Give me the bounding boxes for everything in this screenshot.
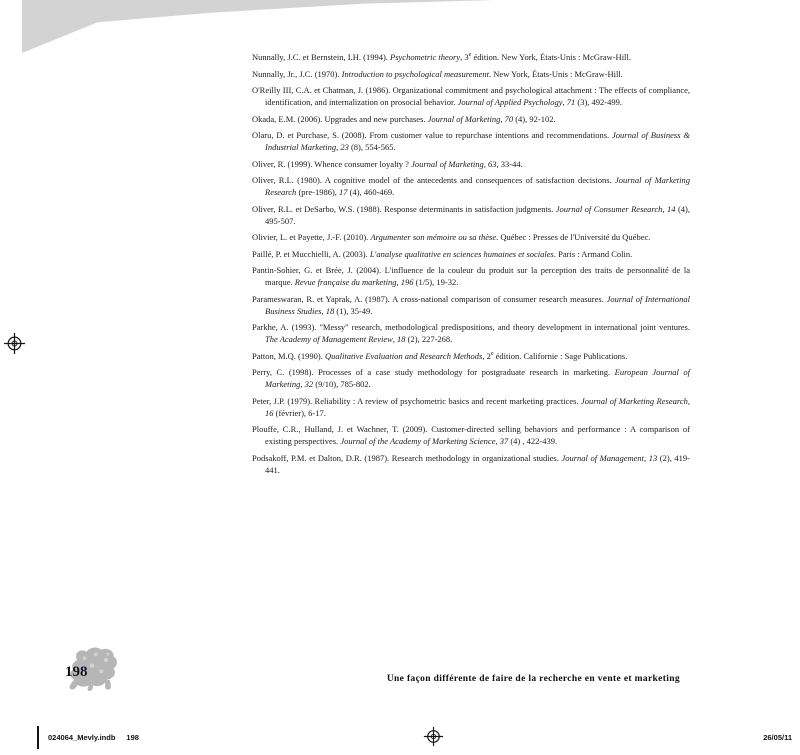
registration-mark-icon [423,726,444,747]
imprint-page-number: 198 [126,733,139,742]
reference-entry: Okada, E.M. (2006). Upgrades and new purchases. Journal of Marketing, 70 (4), 92-102. [252,113,556,124]
reference-entry: Oliver, R.L. et DeSarbo, W.S. (1988). Response determinants in satisfaction judgments. Journal of Consumer Research, 14 (4), 495-507. [252,203,691,226]
reference-entry: Nunnally, Jr., J.C. (1970). Introduction to psychological measurement. New York, États-Unis : McGraw-Hill. [252,68,623,79]
imprint-line [48,733,139,742]
reference-entry: Nunnally, J.C. et Bernstein, I.H. (1994). Psychometric theory, 3e édition. New York, États-Unis : McGraw-Hill. [252,52,631,62]
reference-entry: Olivier, L. et Payette, J.-F. (2010). Argumenter son mémoire ou sa thèse. Québec : Presses de l'Université du Québec. [252,232,651,242]
reference-entry: Parameswaran, R. et Yaprak, A. (1987). A cross-national comparison of consumer research measures. Journal of International Business Studies, 18 (1), 35-49. [252,293,690,316]
footer-running-title: Une façon différente de faire de la recherche en vente et marketing [386,674,680,684]
reference-entry: Oliver, R. (1999). Whence consumer loyalty ? Journal of Marketing, 63, 33-44. [252,158,523,169]
registration-mark-icon [3,332,26,355]
page-number: 198 [65,664,88,680]
imprint-date: 26/05/11 [763,733,792,742]
reference-entry: Perry, C. (1998). Processes of a case study methodology for postgraduate research in marketing. European Journal of Marketing, 32 (9/10), 785-802. [252,367,690,389]
reference-entry: Parkhe, A. (1993). "Messy" research, methodological predispositions, and theory development in international joint ventures. The Academy of Management Review, 18 (2), 227-268. [252,322,690,344]
imprint-filename: 024064_Mevly.indb [48,733,116,742]
reference-entry: O'Reilly III, C.A. et Chatman, J. (1986). Organizational commitment and psychological attachment : The effects of compliance, identification, and internalization on prosocial behavior. Journal of Applied Psychology, 71 (3), 492-499. [252,85,690,107]
reference-entry: Peter, J.P. (1979). Reliability : A review of psychometric basics and recent marketing practices. Journal of Marketing Research, 16 (février), 6-17. [252,395,690,418]
reference-entry: Olaru, D. et Purchase, S. (2008). From customer value to repurchase intentions and recommendations. Journal of Business & Industrial Marketing, 23 (8), 554-565. [252,130,691,152]
page-curl-shadow [22,0,495,53]
reference-entry: Plouffe, C.R., Hulland, J. et Wachner, T. (2009). Customer-directed selling behaviors and performance : A comparison of existing perspectives. Journal of the Academy of Marketing Science, 37 (4) , 422-439. [252,424,690,446]
reference-entry: Pantin-Sohier, G. et Brée, J. (2004). L'influence de la couleur du produit sur la perception des traits de personnalité de la marque. Revue française du marketing, 196 (1/5), 19-32. [252,265,690,287]
reference-entry: Oliver, R.L. (1980). A cognitive model of the antecedents and consequences of satisfaction decisions. Journal of Marketing Research (pre-1986), 17 (4), 460-469. [252,175,690,197]
reference-entry: Patton, M.Q. (1990). Qualitative Evaluation and Research Methods, 2e édition. Californie : Sage Publications. [252,350,628,361]
references-list [252,51,690,480]
reference-entry: Podsakoff, P.M. et Dalton, D.R. (1987). Research methodology in organizational studies. Journal of Management, 13 (2), 419-441. [252,452,691,475]
crop-tick-mark [37,726,39,749]
reference-entry: Paillé, P. et Mucchielli, A. (2003). L'analyse qualitative en sciences humaines et sociales. Paris : Armand Colin. [252,248,633,259]
